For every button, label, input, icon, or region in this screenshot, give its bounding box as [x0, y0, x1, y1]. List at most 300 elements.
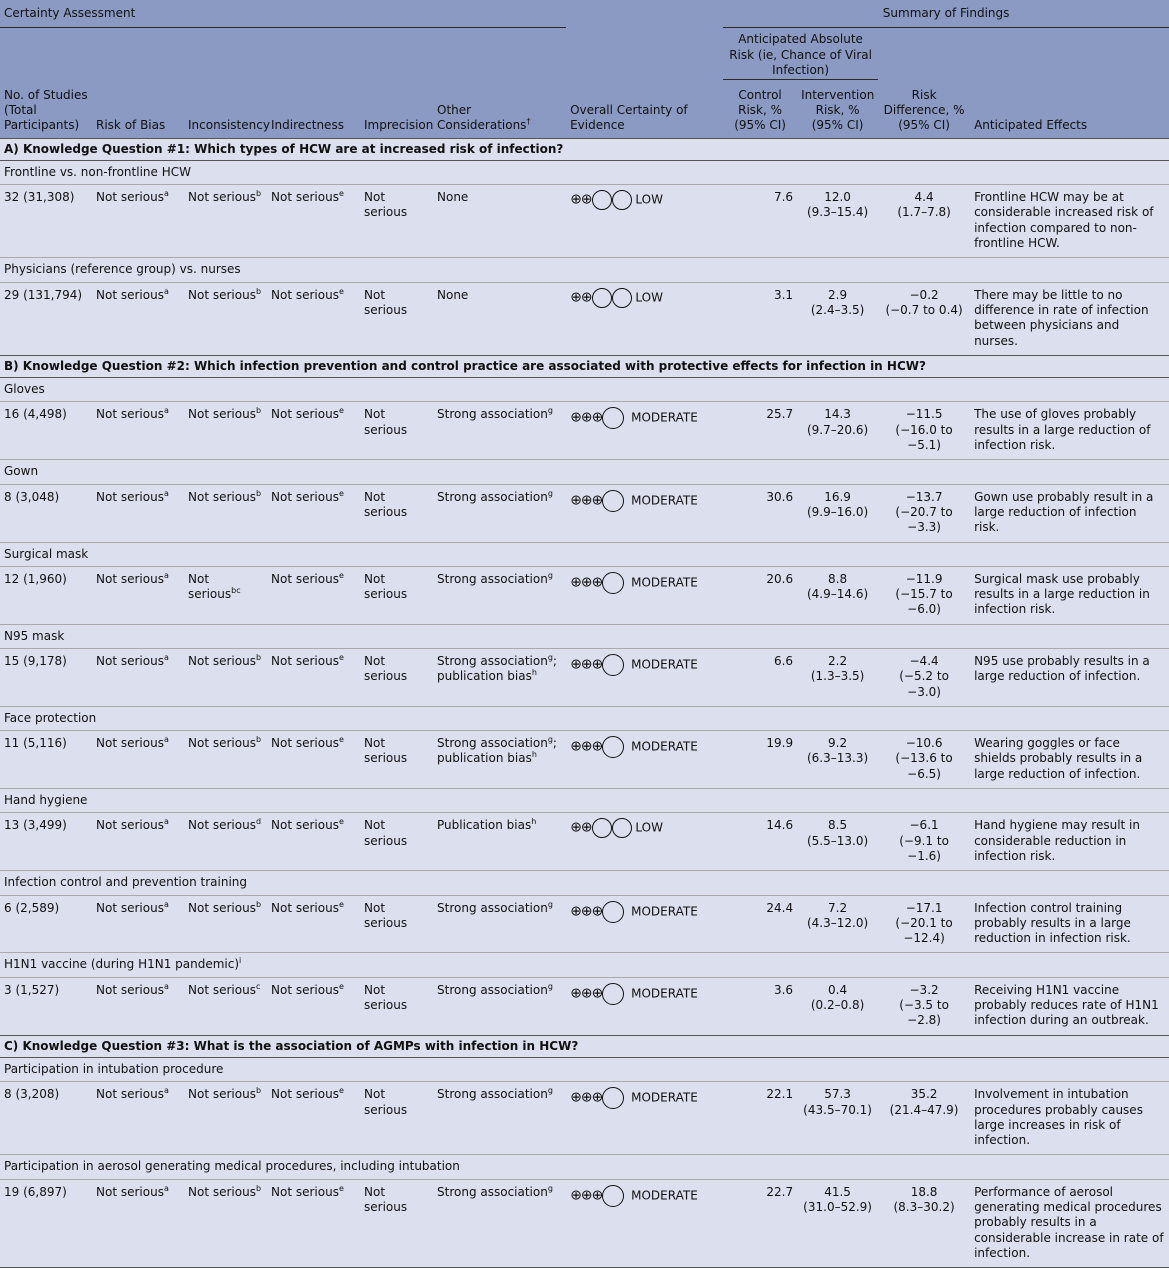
- bias-cell-text: Not serious: [96, 818, 164, 833]
- indirectness-cell-text: Not serious: [271, 287, 339, 302]
- certainty-label: LOW: [635, 290, 663, 305]
- outcome-subheading: [0, 624, 1169, 648]
- other-text: Strong association: [437, 489, 548, 504]
- bias-cell-text: Not serious: [96, 407, 164, 422]
- certainty-plus-icon: ⊕⊕: [570, 289, 592, 305]
- table-row: [0, 484, 1169, 542]
- other-considerations-cell: [433, 977, 566, 1035]
- intervention-ci: (2.4–3.5): [810, 302, 865, 317]
- certainty-plus-icon: ⊕⊕⊕: [570, 1089, 603, 1106]
- riskdiff-value: −4.4: [909, 654, 939, 668]
- indirectness-cell: [267, 649, 360, 707]
- anticipated-effects-cell: The use of gloves probably results in a large reduction of infection risk.: [970, 402, 1169, 460]
- intervention-risk-cell: [797, 484, 878, 542]
- intervention-risk-cell: [797, 977, 878, 1035]
- col-bias: Risk of Bias: [92, 80, 184, 138]
- anticipated-effects-cell: Surgical mask use probably results in a large reduction in infection risk.: [970, 566, 1169, 624]
- col-certainty: Overall Certainty of Evidence: [566, 80, 723, 138]
- certainty-empty-circle-icon: [592, 190, 612, 210]
- outcome-label-text: Participation in intubation procedure: [4, 1061, 224, 1076]
- other-considerations-cell: [433, 185, 566, 258]
- indirectness-cell: [267, 484, 360, 542]
- section-header: [0, 138, 1169, 160]
- outcome-label-text: Physicians (reference group) vs. nurses: [4, 262, 241, 277]
- other-text: Strong association: [437, 654, 548, 668]
- certainty-label: MODERATE: [631, 410, 698, 425]
- inconsistency-cell-text: Not serious: [188, 489, 256, 504]
- outcome-label-text: Gloves: [4, 382, 45, 397]
- control-risk-cell: 7.6: [723, 185, 797, 258]
- outcome-label-footnote: i: [239, 956, 242, 966]
- outcome-label-text: Participation in aerosol generating medical procedures, including intubation: [4, 1159, 460, 1174]
- outcome-label: [0, 378, 1169, 402]
- inconsistency-cell: [184, 895, 267, 953]
- imprecision-cell: Not serious: [360, 649, 433, 707]
- indirectness-cell-text: Not serious: [271, 736, 339, 751]
- other-text: Strong association: [437, 736, 548, 751]
- other-text: None: [437, 287, 469, 302]
- col-indirectness: Indirectness: [267, 80, 360, 138]
- anticipated-effects-cell: N95 use probably results in a large reduction of infection.: [970, 649, 1169, 707]
- certainty-cell: [566, 731, 723, 789]
- outcome-label-text: H1N1 vaccine (during H1N1 pandemic): [4, 957, 240, 972]
- studies-cell: 8 (3,048): [0, 484, 92, 542]
- intervention-ci: (31.0–52.9): [803, 1200, 872, 1215]
- certainty-empty-circle-icon: [602, 1087, 624, 1109]
- studies-cell: 12 (1,960): [0, 566, 92, 624]
- outcome-label-text: Gown: [4, 464, 39, 479]
- certainty-empty-circle-icon: [602, 407, 624, 429]
- inconsistency-cell: [184, 977, 267, 1035]
- certainty-empty-circle-icon: [602, 654, 624, 676]
- intervention-ci: (9.9–16.0): [806, 504, 869, 519]
- inconsistency-cell-text: Not serious: [188, 287, 256, 302]
- intervention-risk-cell: [797, 402, 878, 460]
- indirectness-cell: [267, 731, 360, 789]
- intervention-value: 8.5: [828, 818, 848, 833]
- other-footnote: g: [547, 570, 553, 580]
- studies-cell: 3 (1,527): [0, 977, 92, 1035]
- control-risk-cell: 30.6: [723, 484, 797, 542]
- bias-cell: [92, 1082, 184, 1155]
- risk-difference-cell: [878, 731, 970, 789]
- outcome-subheading: [0, 706, 1169, 730]
- section-title: C) Knowledge Question #3: What is the association of AGMPs with infection in HCW?: [0, 1035, 1169, 1057]
- indirectness-cell-text: Not serious: [271, 1184, 339, 1199]
- outcome-label-text: Frontline vs. non-frontline HCW: [4, 164, 191, 179]
- inconsistency-cell-footnote: b: [255, 1086, 262, 1096]
- bias-cell-footnote: a: [163, 981, 169, 991]
- indirectness-cell: [267, 977, 360, 1035]
- certainty-label: MODERATE: [631, 575, 698, 590]
- risk-difference-cell: [878, 649, 970, 707]
- bias-cell: [92, 649, 184, 707]
- indirectness-cell-text: Not serious: [271, 489, 339, 504]
- certainty-plus-icon: ⊕⊕⊕: [570, 1187, 603, 1204]
- riskdiff-ci: (−13.6 to −6.5): [895, 751, 953, 781]
- table-row: [0, 1082, 1169, 1155]
- certainty-label: LOW: [635, 192, 663, 207]
- intervention-ci: (1.3–3.5): [810, 669, 865, 684]
- intervention-ci: (4.9–14.6): [806, 587, 869, 602]
- indirectness-cell-footnote: e: [338, 735, 344, 745]
- other-considerations-cell: Strong association$^g$; publication bias$^h$: [433, 649, 566, 707]
- bias-cell: [92, 813, 184, 871]
- col-effects: Anticipated Effects: [970, 80, 1169, 138]
- inconsistency-cell-footnote: b: [255, 1183, 262, 1193]
- inconsistency-cell-footnote: b: [255, 406, 262, 416]
- outcome-subheading: [0, 1155, 1169, 1179]
- other-considerations-cell: [433, 402, 566, 460]
- inconsistency-cell-text: Not serious: [188, 818, 256, 833]
- outcome-label: [0, 160, 1169, 184]
- indirectness-cell-text: Not serious: [271, 818, 339, 833]
- bias-cell-text: Not serious: [96, 190, 164, 205]
- bias-cell-footnote: a: [163, 735, 169, 745]
- bias-cell-text: Not serious: [96, 1184, 164, 1199]
- control-risk-cell: 25.7: [723, 402, 797, 460]
- imprecision-cell: Not serious: [360, 484, 433, 542]
- indirectness-cell-text: Not serious: [271, 654, 339, 668]
- other-footnote: g: [547, 488, 553, 498]
- intervention-value: 0.4: [828, 982, 848, 997]
- riskdiff-ci: (21.4–47.9): [889, 1102, 959, 1117]
- outcome-label: [0, 258, 1169, 282]
- certainty-label: MODERATE: [631, 904, 698, 919]
- inconsistency-cell-footnote: b: [255, 488, 262, 498]
- riskdiff-value: −0.2: [909, 287, 939, 302]
- studies-cell: 15 (9,178): [0, 649, 92, 707]
- outcome-label: [0, 460, 1169, 484]
- bias-cell-footnote: a: [163, 1086, 169, 1096]
- control-risk-cell: 3.1: [723, 282, 797, 355]
- table-row: [0, 402, 1169, 460]
- col-other: Other Considerations†: [433, 80, 566, 138]
- col-riskdiff: Risk Difference, % (95% CI): [878, 80, 970, 138]
- control-risk-cell: 19.9: [723, 731, 797, 789]
- bias-cell: [92, 484, 184, 542]
- other-text: Publication bias: [437, 818, 532, 833]
- certainty-cell: [566, 402, 723, 460]
- intervention-risk-cell: [797, 566, 878, 624]
- certainty-cell: [566, 1082, 723, 1155]
- intervention-value: 9.2: [828, 736, 848, 751]
- certainty-assessment-heading: Certainty Assessment: [0, 0, 566, 28]
- inconsistency-cell: [184, 649, 267, 707]
- imprecision-cell: Not serious: [360, 1179, 433, 1267]
- certainty-plus-icon: ⊕⊕⊕: [570, 902, 603, 919]
- inconsistency-cell: [184, 1082, 267, 1155]
- outcome-label: [0, 542, 1169, 566]
- risk-difference-cell: [878, 402, 970, 460]
- bias-cell: [92, 402, 184, 460]
- imprecision-cell: Not serious: [360, 402, 433, 460]
- inconsistency-cell-footnote: b: [255, 735, 262, 745]
- anticipated-effects-cell: There may be little to no difference in rate of infection between physicians and nurses.: [970, 282, 1169, 355]
- studies-cell: 19 (6,897): [0, 1179, 92, 1267]
- imprecision-cell: Not serious: [360, 977, 433, 1035]
- riskdiff-value: −11.5: [905, 407, 943, 422]
- riskdiff-ci: (−3.5 to −2.8): [899, 998, 949, 1028]
- bias-cell-text: Not serious: [96, 287, 164, 302]
- certainty-empty-circle-icon: [592, 288, 612, 308]
- certainty-cell: [566, 813, 723, 871]
- intervention-value: 2.2: [828, 654, 848, 668]
- inconsistency-cell-footnote: d: [255, 817, 262, 827]
- outcome-subheading: [0, 871, 1169, 895]
- other-text-2: publication bias: [437, 751, 532, 766]
- anticipated-effects-cell: Wearing goggles or face shields probably results in a large reduction of infection.: [970, 731, 1169, 789]
- table-row: [0, 895, 1169, 953]
- intervention-risk-cell: [797, 895, 878, 953]
- col-inconsistency: Inconsistency: [184, 80, 267, 138]
- other-footnote: g: [547, 981, 553, 991]
- outcome-label-text: Hand hygiene: [4, 793, 88, 808]
- certainty-plus-icon: ⊕⊕⊕: [570, 738, 603, 755]
- intervention-ci: (6.3–13.3): [806, 751, 869, 766]
- indirectness-cell: [267, 1179, 360, 1267]
- outcome-subheading: [0, 1057, 1169, 1081]
- indirectness-cell: [267, 402, 360, 460]
- intervention-risk-cell: [797, 649, 878, 707]
- other-considerations-cell: [433, 1082, 566, 1155]
- absolute-risk-heading: Anticipated Absolute Risk (ie, Chance of Viral Infection): [723, 28, 878, 80]
- other-footnote: g: [547, 653, 553, 662]
- indirectness-cell-footnote: e: [338, 1183, 344, 1193]
- inconsistency-cell-text: Not serious: [188, 736, 256, 751]
- indirectness-cell-footnote: e: [338, 189, 344, 199]
- indirectness-cell: [267, 813, 360, 871]
- other-footnote-2: h: [531, 668, 537, 678]
- riskdiff-value: −10.6: [905, 736, 943, 751]
- indirectness-cell-text: Not serious: [271, 900, 339, 915]
- riskdiff-value: −17.1: [905, 900, 943, 915]
- bias-cell: [92, 731, 184, 789]
- intervention-ci: (0.2–0.8): [810, 998, 865, 1013]
- certainty-label: MODERATE: [631, 986, 698, 1001]
- intervention-value: 57.3: [824, 1087, 851, 1102]
- intervention-value: 41.5: [824, 1184, 851, 1199]
- intervention-ci: (9.7–20.6): [806, 422, 869, 437]
- certainty-cell: [566, 895, 723, 953]
- control-risk-cell: 20.6: [723, 566, 797, 624]
- bias-cell: [92, 895, 184, 953]
- anticipated-effects-cell: Infection control training probably results in a large reduction in infection risk.: [970, 895, 1169, 953]
- other-text-2: publication bias: [437, 669, 532, 684]
- control-risk-cell: 22.1: [723, 1082, 797, 1155]
- certainty-plus-icon: ⊕⊕⊕: [570, 491, 603, 508]
- intervention-risk-cell: [797, 1179, 878, 1267]
- other-considerations-cell: [433, 484, 566, 542]
- indirectness-cell: [267, 282, 360, 355]
- certainty-empty-circle-icon: [612, 190, 632, 210]
- col-intervention: Intervention Risk, % (95% CI): [797, 80, 878, 138]
- control-risk-cell: 6.6: [723, 649, 797, 707]
- inconsistency-cell-footnote: b: [255, 899, 262, 909]
- other-footnote: g: [547, 406, 553, 416]
- intervention-risk-cell: [797, 185, 878, 258]
- outcome-label-text: Surgical mask: [4, 546, 89, 561]
- bias-cell-text: Not serious: [96, 900, 164, 915]
- certainty-label: LOW: [635, 820, 663, 835]
- risk-difference-cell: [878, 1179, 970, 1267]
- table-row: [0, 566, 1169, 624]
- bias-cell-footnote: a: [163, 488, 169, 498]
- certainty-cell: [566, 977, 723, 1035]
- bias-cell: [92, 1179, 184, 1267]
- riskdiff-value: 4.4: [914, 190, 934, 205]
- other-considerations-cell: [433, 566, 566, 624]
- bias-cell-footnote: a: [163, 817, 169, 827]
- col-studies: No. of Studies (Total Participants): [0, 80, 92, 138]
- table-row: [0, 282, 1169, 355]
- table-row: [0, 731, 1169, 789]
- other-footnote: h: [531, 817, 537, 827]
- other-considerations-cell: [433, 895, 566, 953]
- col-control: Control Risk, % (95% CI): [723, 80, 797, 138]
- imprecision-cell: Not serious: [360, 895, 433, 953]
- other-footnote: g: [547, 1086, 553, 1096]
- riskdiff-ci: (−9.1 to −1.6): [899, 833, 949, 863]
- outcome-subheading: [0, 258, 1169, 282]
- certainty-cell: [566, 282, 723, 355]
- certainty-cell: [566, 484, 723, 542]
- studies-cell: 29 (131,794): [0, 282, 92, 355]
- indirectness-cell-text: Not serious: [271, 982, 339, 997]
- bias-cell-footnote: a: [163, 406, 169, 416]
- outcome-subheading: [0, 953, 1169, 977]
- riskdiff-ci: (1.7–7.8): [897, 205, 951, 220]
- other-considerations-cell: Strong association$^g$; publication bias$^h$: [433, 731, 566, 789]
- intervention-value: 16.9: [824, 489, 851, 504]
- indirectness-cell-footnote: e: [338, 653, 344, 662]
- outcome-subheading: [0, 789, 1169, 813]
- bias-cell-footnote: a: [163, 653, 169, 662]
- intervention-ci: (9.3–15.4): [806, 205, 869, 220]
- bias-cell-text: Not serious: [96, 736, 164, 751]
- certainty-cell: [566, 566, 723, 624]
- inconsistency-cell-text: Not serious: [188, 982, 256, 997]
- indirectness-cell-text: Not serious: [271, 190, 339, 205]
- other-footnote: g: [547, 735, 553, 745]
- certainty-plus-icon: ⊕⊕: [570, 191, 592, 208]
- inconsistency-cell: [184, 1179, 267, 1267]
- riskdiff-ci: (−20.7 to −3.3): [895, 504, 953, 535]
- bias-cell-footnote: a: [163, 1183, 169, 1193]
- indirectness-cell-text: Not serious: [271, 1087, 339, 1102]
- certainty-empty-circle-icon: [602, 983, 624, 1005]
- inconsistency-cell: [184, 402, 267, 460]
- inconsistency-cell-text: Not serious: [188, 1184, 256, 1199]
- outcome-subheading: [0, 378, 1169, 402]
- section-header: [0, 355, 1169, 377]
- outcome-subheading: [0, 460, 1169, 484]
- intervention-value: 8.8: [828, 571, 848, 586]
- section-title: B) Knowledge Question #2: Which infection prevention and control practice are associated with protective effects for infection in HCW?: [0, 355, 1169, 377]
- inconsistency-cell: [184, 282, 267, 355]
- riskdiff-ci: (−16.0 to −5.1): [895, 422, 953, 453]
- indirectness-cell-footnote: e: [338, 981, 344, 991]
- indirectness-cell-text: Not serious: [271, 407, 339, 422]
- studies-cell: 16 (4,498): [0, 402, 92, 460]
- intervention-risk-cell: [797, 731, 878, 789]
- inconsistency-cell-text: Not serious: [188, 571, 232, 602]
- inconsistency-cell: [184, 484, 267, 542]
- bias-cell-text: Not serious: [96, 571, 164, 586]
- other-considerations-cell: [433, 282, 566, 355]
- bias-cell: [92, 977, 184, 1035]
- outcome-subheading: [0, 160, 1169, 184]
- table-row: [0, 649, 1169, 707]
- control-risk-cell: 22.7: [723, 1179, 797, 1267]
- riskdiff-ci: (−0.7 to 0.4): [885, 302, 963, 317]
- certainty-empty-circle-icon: [602, 901, 624, 923]
- riskdiff-value: −11.9: [905, 571, 943, 586]
- certainty-plus-icon: ⊕⊕⊕: [570, 656, 603, 673]
- indirectness-cell: [267, 895, 360, 953]
- other-text: None: [437, 190, 469, 205]
- riskdiff-ci: (−15.7 to −6.0): [895, 587, 953, 617]
- bias-cell: [92, 185, 184, 258]
- risk-difference-cell: [878, 185, 970, 258]
- other-text: Strong association: [437, 1087, 548, 1102]
- table-row: [0, 813, 1169, 871]
- outcome-label: [0, 871, 1169, 895]
- riskdiff-ci: (−20.1 to −12.4): [895, 915, 953, 946]
- risk-difference-cell: [878, 977, 970, 1035]
- studies-cell: 6 (2,589): [0, 895, 92, 953]
- indirectness-cell-footnote: e: [338, 1086, 344, 1096]
- intervention-risk-cell: [797, 282, 878, 355]
- other-text: Strong association: [437, 900, 548, 915]
- bias-cell-text: Not serious: [96, 982, 164, 997]
- imprecision-cell: Not serious: [360, 282, 433, 355]
- outcome-label: [0, 706, 1169, 730]
- imprecision-cell: Not serious: [360, 566, 433, 624]
- inconsistency-cell-text: Not serious: [188, 654, 256, 668]
- indirectness-cell-footnote: e: [338, 899, 344, 909]
- other-footnote: g: [547, 899, 553, 909]
- section-title: A) Knowledge Question #1: Which types of HCW are at increased risk of infection?: [0, 138, 1169, 160]
- inconsistency-cell-footnote: b: [255, 189, 262, 199]
- inconsistency-cell-footnote: c: [255, 981, 261, 991]
- other-text: Strong association: [437, 1184, 548, 1199]
- outcome-label: [0, 953, 1169, 977]
- inconsistency-cell-text: Not serious: [188, 900, 256, 915]
- intervention-ci: (5.5–13.0): [806, 833, 869, 848]
- certainty-label: MODERATE: [631, 657, 698, 672]
- imprecision-cell: Not serious: [360, 185, 433, 258]
- certainty-label: MODERATE: [631, 1090, 698, 1105]
- certainty-plus-icon: ⊕⊕⊕: [570, 574, 603, 591]
- outcome-subheading: [0, 542, 1169, 566]
- outcome-label: [0, 789, 1169, 813]
- bias-cell-footnote: a: [163, 189, 169, 199]
- inconsistency-cell: [184, 185, 267, 258]
- outcome-label: [0, 1057, 1169, 1081]
- other-footnote: g: [547, 1183, 553, 1193]
- anticipated-effects-cell: Gown use probably result in a large reduction of infection risk.: [970, 484, 1169, 542]
- indirectness-cell-footnote: e: [338, 570, 344, 580]
- certainty-cell: [566, 185, 723, 258]
- bias-cell-footnote: a: [163, 286, 169, 296]
- intervention-value: 2.9: [828, 287, 848, 302]
- studies-cell: 11 (5,116): [0, 731, 92, 789]
- intervention-value: 14.3: [824, 407, 851, 422]
- intervention-value: 7.2: [828, 900, 848, 915]
- indirectness-cell-footnote: e: [338, 488, 344, 498]
- certainty-plus-icon: ⊕⊕: [570, 819, 592, 836]
